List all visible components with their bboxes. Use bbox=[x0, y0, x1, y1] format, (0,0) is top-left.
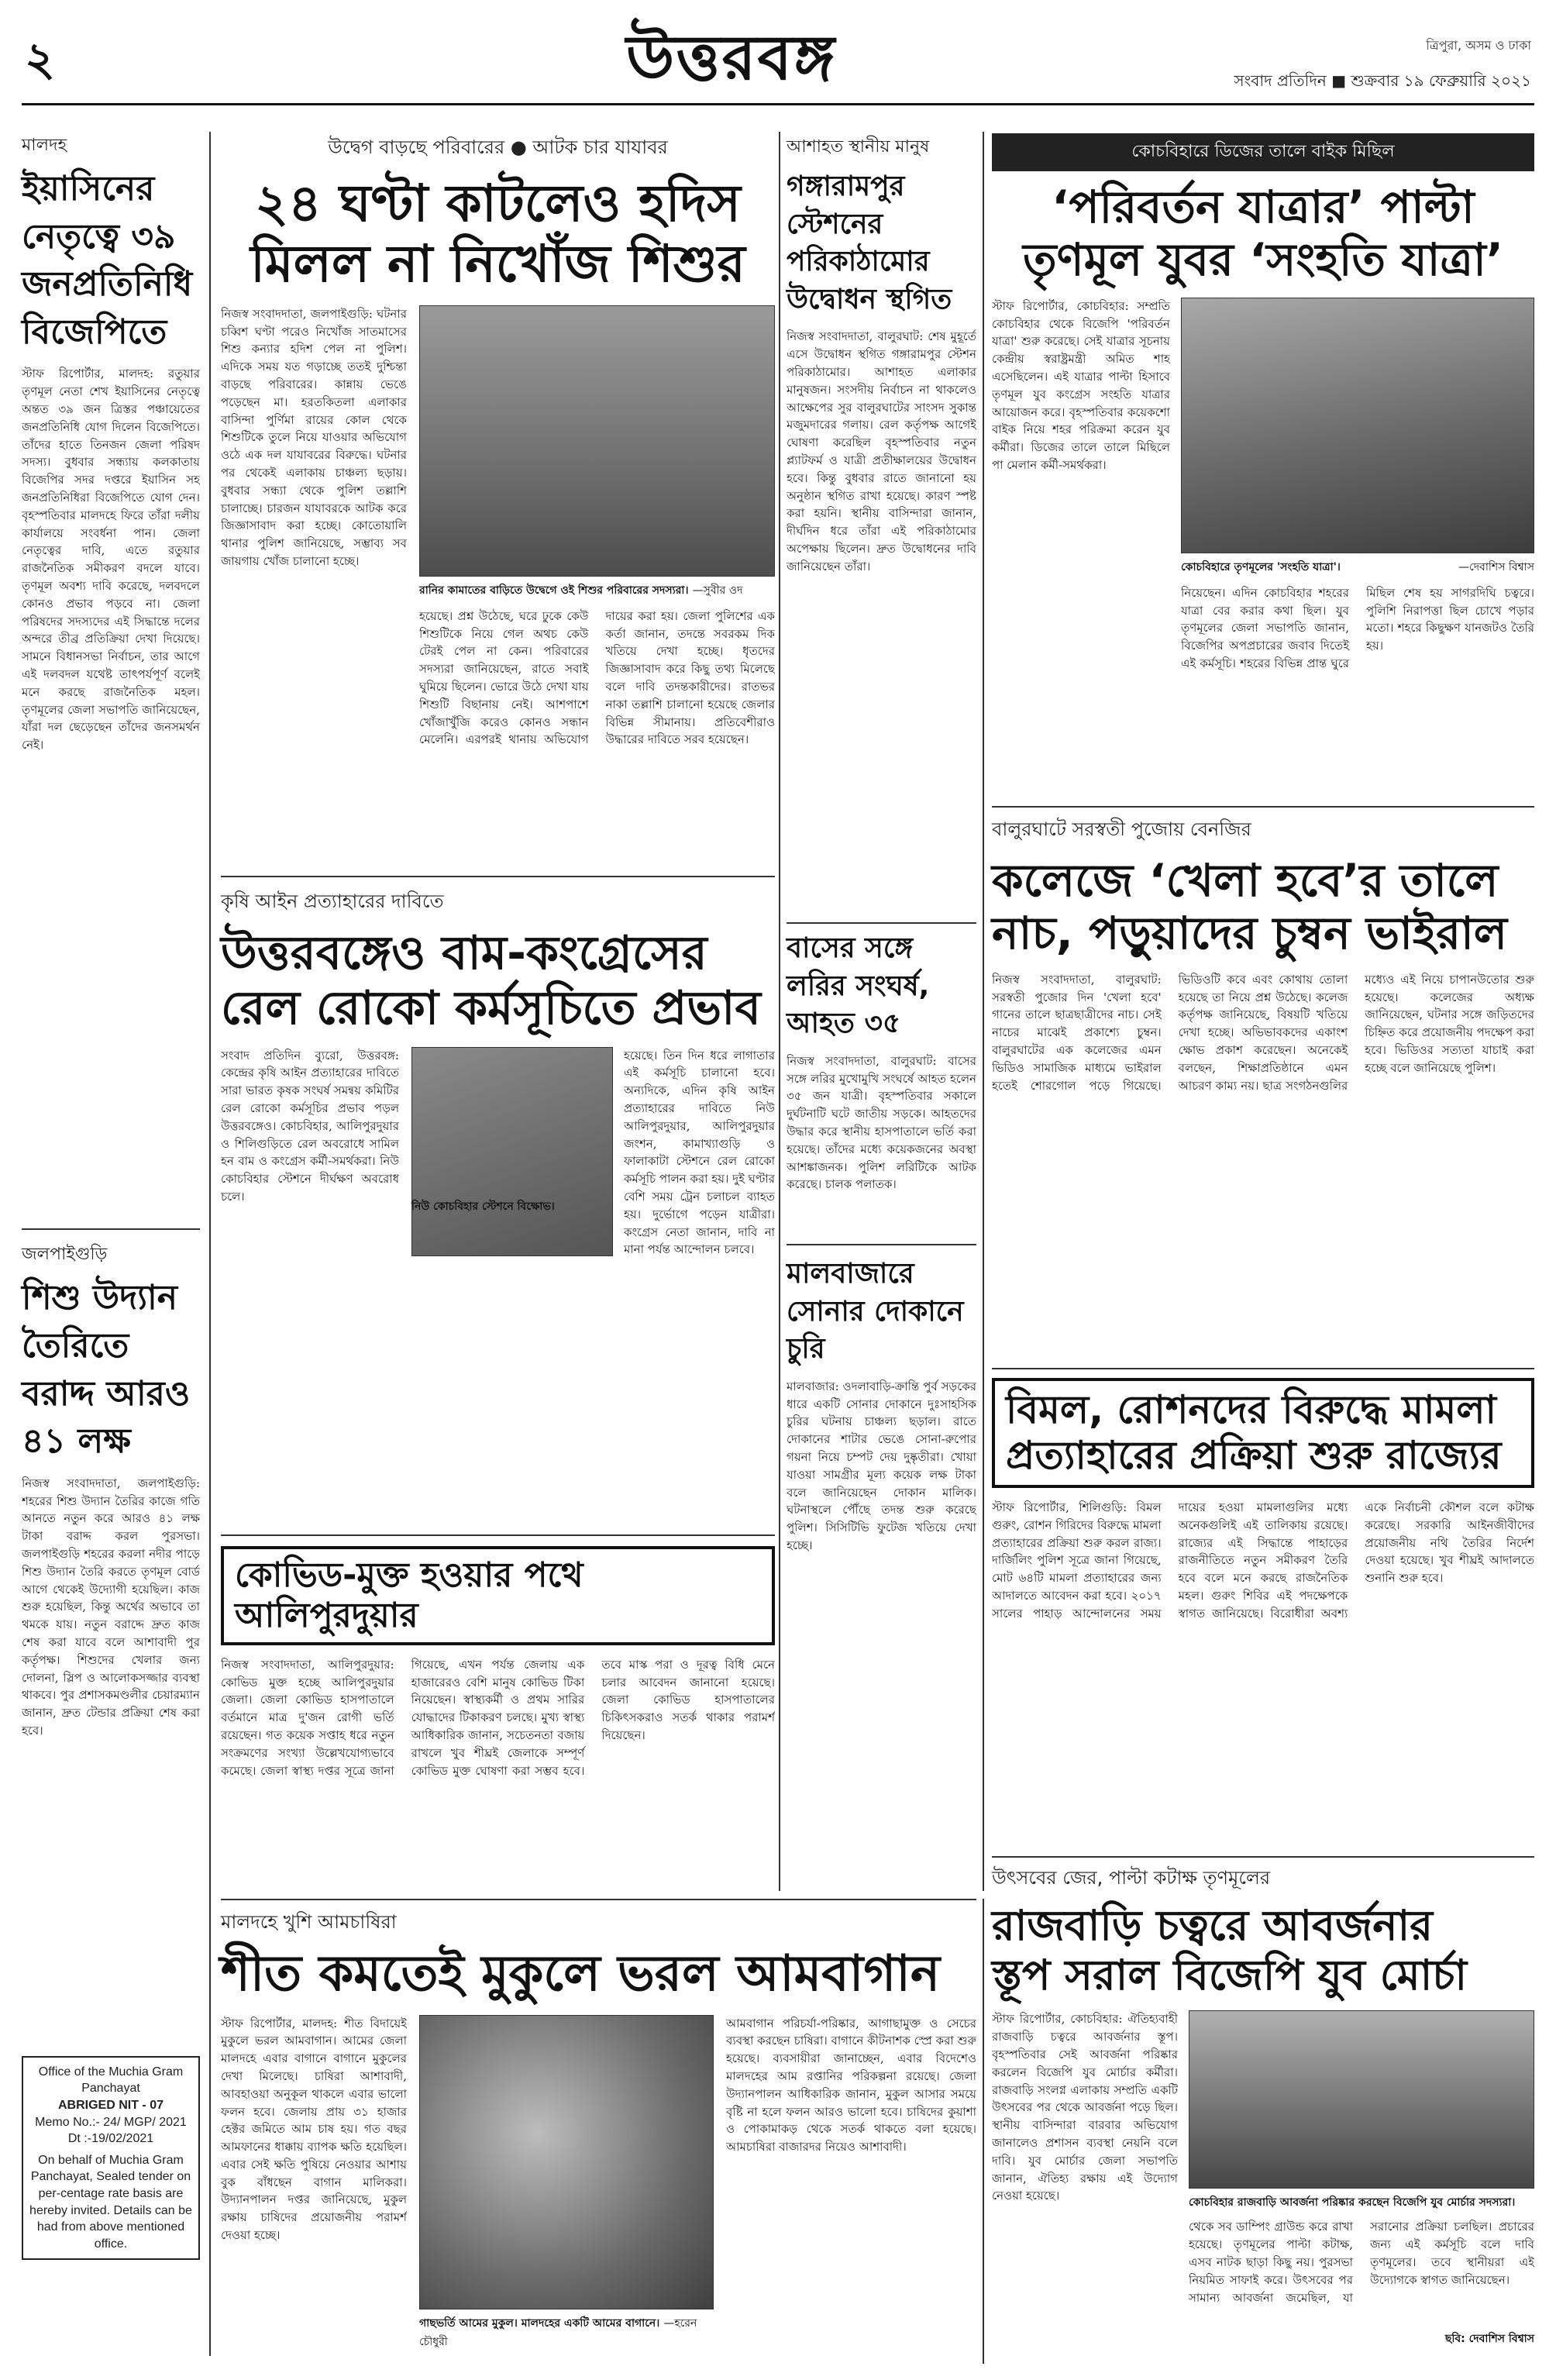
photo-caption: কোচবিহারে তৃণমূলের 'সংহতি যাত্রা'। bbox=[1181, 560, 1341, 573]
photo-credit: —হরেন চৌধুরী bbox=[419, 2316, 697, 2348]
rail-story bbox=[221, 887, 775, 1531]
column-rule bbox=[209, 132, 211, 2356]
photo-caption: গাছভর্তি আমের মুকুল। মালদহের একটি আমের বাগানে। bbox=[419, 2316, 660, 2330]
story-headline: রাজবাড়ি চত্বরে আবর্জনার bbox=[992, 1901, 1433, 1950]
story-headline: উত্তরবঙ্গেও বাম-কংগ্রেসের bbox=[221, 926, 707, 980]
news-photo bbox=[419, 305, 775, 577]
photo-caption: রানির কামাতের বাড়িতে উদ্বেগে ওই শিশুর পরিবারের সদস্যরা। bbox=[419, 584, 689, 597]
tender-notice bbox=[22, 2056, 200, 2261]
story-kicker: মালদহে খুশি আমচাষিরা bbox=[221, 1911, 397, 1933]
story-kicker: আশাহত স্থানীয় মানুষ bbox=[787, 137, 930, 157]
story-kicker: উৎসবের জের, পাল্টা কটাক্ষ তৃণমূলের bbox=[992, 1867, 1271, 1889]
story-headline: তৃণমূল যুবর ‘সংহতি যাত্রা’ bbox=[1023, 233, 1503, 287]
page-number: ২ bbox=[25, 33, 56, 87]
story-body: নিজস্ব সংবাদদাতা, আলিপুরদুয়ার: কোভিড মুক্ত হচ্ছে আলিপুরদুয়ার জেলা। জেলা কোভিড হাসপাতালে বর্তমানে মাত্র দু'জন রোগী ভর্তি রয়েছেন। গত কয়েক সপ্তাহ ধরে নতুন সংক্রমণের সংখ্যা উল্লেখযোগ্যভাবে কমেছে। জেলা স্বাস্থ্য দপ্তর সূত্রে জানা গিয়েছে, এখন পর্যন্ত জেলায় এক হাজারেরও বেশি মানুষ কোভিড টিকা নিয়েছেন। স্বাস্থ্যকর্মী ও প্রথম সারির যোদ্ধাদের টিকাকরণ চলছে। মুখ্য স্বাস্থ্য আধিকারিক জানান, সচেতনতা বজায় রাখলে খুব শীঘ্রই জেলাকে সম্পূর্ণ কোভিড মুক্ত ঘোষণা করা সম্ভব হবে। তবে মাস্ক পরা ও দূরত্ব বিধি মেনে চলার আবেদন জানানো হয়েছে। জেলা কোভিড হাসপাতালের চিকিৎসকরাও সতর্ক থাকার পরামর্শ দিয়েছেন। bbox=[221, 1657, 775, 1778]
story-headline: গঙ্গারামপুর স্টেশনের পরিকাঠামোর উদ্বোধন স্থগিত bbox=[787, 170, 952, 315]
notice-memo: Memo No.:- 24/ MGP/ 2021 Dt :-19/02/2021 bbox=[35, 2115, 187, 2146]
bus-story bbox=[787, 930, 976, 1240]
story-body: মালবাজার: ওদলাবাড়ি-ক্রান্তি পুর্ব সড়কের ধারে একটি সোনার দোকানে দুঃসাহসিক চুরির ঘটনায় চাঞ্চল্য ছড়াল। রাতে দোকানের শাটার ভেঙে সোনা-রুপোর গয়না নিয়ে চম্পট দেয় দুষ্কৃতীরা। খোয়া যাওয়া সামগ্রীর মূল্য কয়েক লক্ষ টাকা বলে জানিয়েছেন দোকান মালিক। ঘটনাস্থলে পৌঁছে তদন্ত শুরু করেছে পুলিশ। সিসিটিভি ফুটেজ খতিয়ে দেখা হচ্ছে। bbox=[787, 1379, 976, 1552]
story-body: স্টাফ রিপোর্টার, কোচবিহার: সম্প্রতি কোচবিহার থেকে বিজেপি 'পরিবর্তন যাত্রা' শুরু করেছে। সেই যাত্রার সূচনায় কেন্দ্রীয় স্বরাষ্ট্রমন্ত্রী অমিত শাহ এসেছিলেন। এই যাত্রার পাল্টা হিসাবে তৃণমূল যুব কংগ্রেস সংহতি যাত্রার আয়োজন করে। বৃহস্পতিবার কয়েকশো বাইক নিয়ে শহর পরিক্রমা করেন যুব কর্মীরা। ডিজের তালে তালে মিছিলে পা মেলান কর্মী-সমর্থকরা। bbox=[992, 298, 1170, 473]
covid-story bbox=[221, 1546, 775, 1906]
divider bbox=[787, 1244, 976, 1245]
story-body: নিয়েছেন। এদিন কোচবিহার শহরের যাত্রা বের করার কথা ছিল। যুব তৃণমূলের জেলা সভাপতি জানান, বিজেপির অপপ্রচারের জবাব দিতেই এই কর্মসূচি। শহরের বিভিন্ন প্রান্ত ঘুরে মিছিল শেষ হয় সাগরদিঘি চত্বরে। পুলিশি নিরাপত্তা ছিল চোখে পড়ার মতো। শহরে কিছুক্ষণ যানজটও তৈরি হয়। bbox=[1181, 585, 1534, 671]
edition-line: ত্রিপুরা, অসম ও ঢাকা bbox=[1426, 38, 1531, 53]
story-body: নিজস্ব সংবাদদাতা, বালুরঘাট: বাসের সঙ্গে লরির মুখোমুখি সংঘর্ষে আহত হলেন ৩৫ জন যাত্রী। বৃহস্পতিবার সকালে দুর্ঘটনাটি ঘটে জাতীয় সড়কে। আহতদের উদ্ধার করে স্থানীয় হাসপাতালে ভর্তি করা হয়েছে। তাঁদের মধ্যে কয়েকজনের অবস্থা আশঙ্কাজনক। পুলিশ লরিটিকে আটক করেছে। চালক পলাতক। bbox=[787, 1053, 976, 1192]
story-banner: কোচবিহারে ডিজের তালে বাইক মিছিল bbox=[992, 133, 1534, 171]
story-headline: শিশু উদ্যান তৈরিতে বরাদ্দ আরও ৪১ লক্ষ bbox=[22, 1278, 191, 1462]
story-kicker: উদ্বেগ বাড়ছে পরিবারের ● আটক চার যাযাবর bbox=[328, 136, 668, 158]
mango-story bbox=[221, 1908, 976, 2365]
news-photo bbox=[411, 1047, 613, 1256]
case-story bbox=[992, 1378, 1534, 1851]
station-story bbox=[787, 133, 976, 916]
story-headline: শীত কমতেই মুকুলে ভরল আমবাগান bbox=[221, 1945, 941, 2003]
photo-caption: কোচবিহার রাজবাড়ি আবর্জনা পরিষ্কার করছেন বিজেপি যুব মোর্চার সদস্যরা। bbox=[1189, 2196, 1516, 2210]
divider bbox=[992, 806, 1534, 808]
college-story bbox=[992, 815, 1534, 1358]
story-headline: ‘পরিবর্তন যাত্রার’ পাল্টা bbox=[1052, 181, 1475, 233]
story-kicker: কৃষি আইন প্রত্যাহারের দাবিতে bbox=[221, 890, 444, 912]
story-headline: রেল রোকো কর্মসূচিতে প্রভাব bbox=[221, 980, 761, 1035]
story-body: থেকে সব ডাম্পিং গ্রাউন্ড করে রাখা হয়েছে। তৃণমূলের পাল্টা কটাক্ষ, এসব নাটক ছাড়া কিছু নয়। পুরসভা নিয়মিত সাফাই করে। উৎসবের পর সামান্য আবর্জনা জমেছিল, যা সরানোর প্রক্রিয়া চলছিল। প্রচারের জন্য এই কর্মসূচি বলে দাবি তৃণমূলের। তবে স্থানীয়রা এই উদ্যোগকে স্বাগত জানিয়েছেন। bbox=[1189, 2220, 1534, 2305]
story-headline: মালবাজারে সোনার দোকানে চুরি bbox=[787, 1258, 964, 1366]
divider bbox=[221, 1899, 976, 1900]
story-body: হয়েছে। তিন দিন ধরে লাগাতার এই কর্মসূচি চালানো হবে। অন্যদিকে, এদিন কৃষি আইন প্রত্যাহারের দাবিতে নিউ আলিপুরদুয়ার, আলিপুরদুয়ার জংশন, কামাখ্যাগুড়ি ও ফালাকাটা স্টেশনে রেল রোকো কর্মসূচি পালন করা হয়। দুই ঘণ্টার বেশি সময় ট্রেন চলাচল ব্যাহত হয়। দুর্ভোগে পড়েন যাত্রীরা। কংগ্রেস নেতা জানান, দাবি না মানা পর্যন্ত আন্দোলন চলবে। bbox=[624, 1048, 775, 1257]
story-dateline: মালদহ bbox=[22, 136, 67, 155]
story-dateline: জলপাইগুড়ি bbox=[22, 1245, 108, 1265]
story-headline: বিমল, রোশনদের বিরুদ্ধে মামলা bbox=[1006, 1387, 1496, 1432]
divider bbox=[221, 876, 775, 877]
story-body: সংবাদ প্রতিদিন ব্যুরো, উত্তরবঙ্গ: কেন্দ্রের কৃষি আইন প্রত্যাহারের দাবিতে সারা ভারত কৃষক সংঘর্ষ সমন্বয় কমিটির রেল রোকো কর্মসূচির প্রভাব পড়ল উত্তরবঙ্গেও। কোচবিহার, আলিপুরদুয়ার ও শিলিগুড়িতে রেল অবরোধে সামিল হন বাম ও কংগ্রেস কর্মী-সমর্থকরা। নিউ কোচবিহার স্টেশনে দীর্ঘক্ষণ অবরোধ চলে। bbox=[221, 1048, 399, 1204]
news-photo bbox=[419, 2015, 714, 2309]
story-headline: কলেজে ‘খেলা হবে’র তালে bbox=[992, 854, 1499, 907]
story-headline: স্তূপ সরাল বিজেপি যুব মোর্চা bbox=[992, 1950, 1468, 1999]
story-headline: নাচ, পড়ুয়াদের চুম্বন ভাইরাল bbox=[992, 907, 1508, 960]
divider bbox=[992, 1856, 1534, 1858]
story-body: স্টাফ রিপোর্টার, মালদহ: শীত বিদায়েই মুকুলে ভরল আমবাগান। আমের জেলা মালদহে এবার বাগানে বাগানে মুকুলের দেখা মিলেছে। চাষিরা আশাবাদী, আবহাওয়া অনুকূল থাকলে এবার ভালো ফলন হবে। জেলায় প্রায় ৩১ হাজার হেক্টর জমিতে আম চাষ হয়। গত বছর আমফানের ধাক্কায় ব্যাপক ক্ষতি হয়েছিল। এবার সেই ক্ষতি পুষিয়ে নেওয়ার আশায় বুক বাঁধছেন বাগান মালিকরা। উদ্যানপালন দপ্তর জানিয়েছে, মুকুল রক্ষায় চাষিদের প্রয়োজনীয় পরামর্শ দেওয়া হচ্ছে। bbox=[221, 2016, 407, 2243]
story-body: নিজস্ব সংবাদদাতা, জলপাইগুড়ি: শহরের শিশু উদ্যান তৈরির কাজে গতি আনতে নতুন করে আরও ৪১ লক্ষ টাকা বরাদ্দ করল পুরসভা। জলপাইগুড়ি শহরের করলা নদীর পাড়ে শিশু উদ্যান তৈরি করতে তৃণমূল বোর্ড আগে থেকেই উদ্যোগী হয়েছিল। কাজ শুরু হয়েছিল, কিন্তু অর্থের অভাবে তা থমকে যায়। নতুন বরাদ্দে দ্রুত কাজ শেষ করা যাবে বলে আশাবাদী পুর কর্তৃপক্ষ। শিশুদের খেলার জন্য দোলনা, স্লিপ ও আলোকসজ্জার ব্যবস্থা থাকবে। পুর প্রশাসকমণ্ডলীর চেয়ারম্যান জানান, দ্রুত টেন্ডার প্রক্রিয়া শেষ করা হবে। bbox=[22, 1476, 200, 1738]
column-rule bbox=[983, 1899, 984, 2364]
notice-nit: ABRIGED NIT - 07 bbox=[57, 2098, 164, 2112]
story-kicker: বালুরঘাটে সরস্বতী পুজোয় বেনজির bbox=[992, 818, 1251, 840]
story-headline: ২৪ ঘণ্টা কাটলেও হদিস bbox=[255, 174, 741, 233]
section-title: উত্তরবঙ্গ bbox=[626, 22, 837, 94]
photo-caption: নিউ কোচবিহার স্টেশনে বিক্ষোভ। bbox=[411, 1200, 555, 1213]
photo-credit: —দেবাশিস বিশ্বাস bbox=[1458, 560, 1534, 573]
story-headline: ইয়াসিনের নেতৃত্বে ৩৯ জনপ্রতিনিধি বিজেপিতে bbox=[22, 169, 193, 352]
date-line: সংবাদ প্রতিদিন ■ শুক্রবার ১৯ ফেব্রুয়ারি ২০২১ bbox=[1234, 71, 1531, 90]
photo-credit: ছবি: দেবাশিস বিশ্বাস bbox=[1444, 2333, 1534, 2346]
story-body: স্টাফ রিপোর্টার, কোচবিহার: ঐতিহ্যবাহী রাজবাড়ি চত্বরে আবর্জনার স্তূপ। বৃহস্পতিবার সেই আবর্জনা পরিষ্কার করলেন বিজেপি যুব মোর্চার কর্মীরা। রাজবাড়ি সংলগ্ন এলাকায় সম্প্রতি একটি উৎসবের পর থেকে আবর্জনা পড়ে ছিল। স্থানীয় বাসিন্দারা বারবার অভিযোগ জানালেও প্রশাসন ব্যবস্থা নেয়নি বলে দাবি। যুব মোর্চার জেলা সভাপতি জানান, ঐতিহ্য রক্ষায় এই উদ্যোগ নেওয়া হয়েছে। bbox=[992, 2012, 1178, 2203]
divider bbox=[22, 1228, 200, 1230]
garbage-story bbox=[992, 1864, 1534, 2364]
column-rule bbox=[983, 132, 984, 1891]
child-story bbox=[221, 133, 775, 870]
notice-body: On behalf of Muchia Gram Panchayat, Sealed tender on per-centage rate basis are hereby invited. Details can be had from above mentioned office. bbox=[29, 2153, 192, 2251]
story-body: আমবাগান পরিচর্যা-পরিষ্কার, আগাছামুক্ত ও সেচের ব্যবস্থা করছেন চাষিরা। বাগানে কীটনাশক স্প্রে করা শুরু হয়েছে। ব্যবসায়ীরা জানাচ্ছেন, এবার বিদেশেও মালদহের আম রপ্তানির পরিকল্পনা রয়েছে। জেলা উদ্যানপালন আধিকারিক জানান, মুকুল আসার সময়ে বৃষ্টি না হলে ফলন আরও ভালো হবে। চাষিদের কুয়াশা ও পোকামাকড় থেকে সতর্ক থাকতে বলা হয়েছে। আমচাষিরা বাজারদর নিয়েও আশাবাদী। bbox=[726, 2016, 976, 2154]
left-column bbox=[22, 132, 200, 2364]
story-headline: প্রত্যাহারের প্রক্রিয়া শুরু রাজ্যের bbox=[1006, 1433, 1502, 1478]
story-body: স্টাফ রিপোর্টার, শিলিগুড়ি: বিমল গুরুং, রোশন গিরিদের বিরুদ্ধে মামলা প্রত্যাহারের প্রক্রিয়া শুরু করল রাজ্য। দার্জিলিং পুলিশ সূত্রে জানা গিয়েছে, মোট ৬৪টি মামলা প্রত্যাহারের জন্য আদালতে আবেদন করা হবে। ২০১৭ সালের পাহাড় আন্দোলনের সময় দায়ের হওয়া মামলাগুলির মধ্যে অনেকগুলিই এই তালিকায় রয়েছে। রাজ্যের এই সিদ্ধান্তে পাহাড়ের রাজনীতিতে নতুন সমীকরণ তৈরি হবে বলে মনে করছে রাজনৈতিক মহল। গুরুং শিবির এই পদক্ষেপকে স্বাগত জানিয়েছে। বিরোধীরা অবশ্য একে নির্বাচনী কৌশল বলে কটাক্ষ করেছে। সরকারি আইনজীবীদের প্রয়োজনীয় নথি তৈরির নির্দেশ দেওয়া হয়েছে। খুব শীঘ্রই আদালতে শুনানি শুরু হবে। bbox=[992, 1500, 1534, 1621]
divider bbox=[992, 1368, 1534, 1369]
bike-rally-story bbox=[992, 133, 1534, 800]
story-headline: কোভিড-মুক্ত হওয়ার পথে আলিপুরদুয়ার bbox=[221, 1546, 775, 1645]
divider bbox=[787, 922, 976, 924]
story-headline: মিলল না নিখোঁজ শিশুর bbox=[250, 233, 745, 294]
column-rule bbox=[779, 132, 780, 1891]
news-photo bbox=[1181, 298, 1534, 553]
divider bbox=[221, 1534, 775, 1536]
news-photo bbox=[1189, 2010, 1534, 2189]
story-body: হয়েছে। প্রশ্ন উঠেছে, ঘরে ঢুকে কেউ শিশুটিকে নিয়ে গেল অথচ কেউ টেরই পেল না কেন। পরিবারের সদস্যরা জানিয়েছেন, রাতে সবাই ঘুমিয়ে ছিলেন। ভোরে উঠে দেখা যায় শিশুটি বিছানায় নেই। আশপাশে খোঁজাখুঁজি করেও কোনও সন্ধান মেলেনি। এরপরই থানায় অভিযোগ দায়ের করা হয়। জেলা পুলিশের এক কর্তা জানান, তদন্তে সবরকম দিক খতিয়ে দেখা হচ্ছে। ধৃতদের জিজ্ঞাসাবাদ করে কিছু তথ্য মিলেছে বলে দাবি তদন্তকারীদের। রাতভর নাকা তল্লাশি চালানো হয়েছে জেলার বিভিন্ন সীমানায়। প্রতিবেশীরাও উদ্ধারের দাবিতে সরব হয়েছেন। bbox=[419, 608, 775, 747]
masthead bbox=[22, 14, 1534, 105]
story-body: নিজস্ব সংবাদদাতা, বালুরঘাট: সরস্বতী পুজোর দিন 'খেলা হবে' গানের তালে ছাত্রছাত্রীদের নাচ। সেই নাচের মাঝেই প্রকাশ্যে চুম্বন। বালুরঘাটের এক কলেজের এমন ভিডিও সামাজিক মাধ্যমে ভাইরাল হতেই শোরগোল পড়ে গিয়েছে। ভিডিওটি কবে এবং কোথায় তোলা হয়েছে তা নিয়ে প্রশ্ন উঠেছে। কলেজ কর্তৃপক্ষ জানিয়েছে, বিষয়টি খতিয়ে দেখা হচ্ছে। অভিভাবকদের একাংশ ক্ষোভ প্রকাশ করেছেন। অনেকেই বলছেন, শিক্ষাপ্রতিষ্ঠানে এমন আচরণ কাম্য নয়। ছাত্র সংগঠনগুলির মধ্যেও এই নিয়ে চাপানউতোর শুরু হয়েছে। কলেজের অধ্যক্ষ জানিয়েছেন, ঘটনার সঙ্গে জড়িতদের চিহ্নিত করে প্রয়োজনীয় পদক্ষেপ করা হবে। ভিডিওর সত্যতা যাচাই করা হচ্ছে বলে জানিয়েছে পুলিশ। bbox=[992, 972, 1534, 1093]
theft-story bbox=[787, 1255, 976, 1883]
story-body: নিজস্ব সংবাদদাতা, বালুরঘাট: শেষ মুহূর্তে এসে উদ্বোধন স্থগিত গঙ্গারামপুর স্টেশন পরিকাঠামোর। আশাহত এলাকার মানুষজন। সংসদীয় নির্বাচন না থাকলেও আক্ষেপের সুর বালুরঘাটের সাংসদ সুকান্ত মজুমদারের গলায়। রেল কর্তৃপক্ষ আগেই ঘোষণা করেছিল বৃহস্পতিবার নতুন প্ল্যাটফর্ম ও যাত্রী প্রতীক্ষালয়ের উদ্বোধন হবে। কিন্তু বুধবার রাতে জানানো হয় অনুষ্ঠান স্থগিত রাখা হয়েছে। কারণ স্পষ্ট করা হয়নি। স্থানীয় বাসিন্দারা জানান, দীর্ঘদিন ধরে তাঁরা এই পরিকাঠামোর অপেক্ষায় ছিলেন। দ্রুত উদ্বোধনের দাবি জানিয়েছেন তাঁরা। bbox=[787, 329, 976, 573]
photo-credit: —সুবীর ওদ bbox=[692, 584, 743, 597]
story-body: নিজস্ব সংবাদদাতা, জলপাইগুড়ি: ঘটনার চব্বিশ ঘণ্টা পরেও নিখোঁজ সাতমাসের শিশু কন্যার হদিশ পেল না পুলিশ। এদিকে সময় যত গড়াচ্ছে ততই দুশ্চিন্তা বাড়ছে পরিবারের। কান্নায় ভেঙে পড়েছেন মা। হরতকিতলা এলাকার বাসিন্দা পুর্ণিমা রায়ের কোল থেকে শিশুটিকে তুলে নিয়ে যাওয়ার অভিযোগ ওঠে এক দল যাযাবরের বিরুদ্ধে। ঘটনার পর থেকেই এলাকায় চাঞ্চল্য ছড়ায়। বুধবার সন্ধ্যা থেকে পুলিশ তল্লাশি চালাচ্ছে। চারজন যাযাবরকে আটক করে জিজ্ঞাসাবাদ করা হচ্ছে। কোতোয়ালি থানার পুলিশ জানিয়েছে, সম্ভাব্য সব জায়গায় খোঁজ চালানো হচ্ছে। bbox=[221, 306, 407, 568]
story-body: স্টাফ রিপোর্টার, মালদহ: রতুয়ার তৃণমূল নেতা শেখ ইয়াসিনের নেতৃত্বে অন্তত ৩৯ জন ত্রিস্তর পঞ্চায়েতের জনপ্রতিনিধি যোগ দিলেন বিজেপিতে। তাঁদের হাতে তিনজন জেলা পরিষদ সদস্য। বুধবার সন্ধ্যায় কলকাতায় বিজেপির সদর দপ্তরে ইয়াসিন সহ জনপ্রতিনিধিরা বিজেপিতে যোগ দেন। বৃহস্পতিবার মালদহে ফিরে তাঁরা দলীয় কার্যালয়ে সংবর্ধনা পান। জেলা নেতৃত্বের দাবি, এতে রতুয়ার রাজনৈতিক সমীকরণ বদলে যাবে। তৃণমূল অবশ্য দাবি করেছে, দলবদলে কোনও প্রভাব পড়বে না। জেলা পরিষদের সদস্যদের এই সিদ্ধান্তে দলের অন্দরে তীব্র প্রতিক্রিয়া দেখা দিয়েছে। সামনে বিধানসভা নির্বাচন, তার আগে এই দলবদল যথেষ্ট তাৎপর্যপূর্ণ বলেই মনে করছে রাজনৈতিক মহল। তৃণমূলের জেলা সভাপতি জানিয়েছেন, যাঁরা দল ছেড়েছেন তাঁদের জনসমর্থন নেই। bbox=[22, 367, 200, 753]
story-headline: বাসের সঙ্গে লরির সংঘর্ষ, আহত ৩৫ bbox=[787, 932, 930, 1040]
notice-office: Office of the Muchia Gram Panchayat bbox=[38, 2065, 184, 2096]
headline-box bbox=[992, 1378, 1534, 1488]
